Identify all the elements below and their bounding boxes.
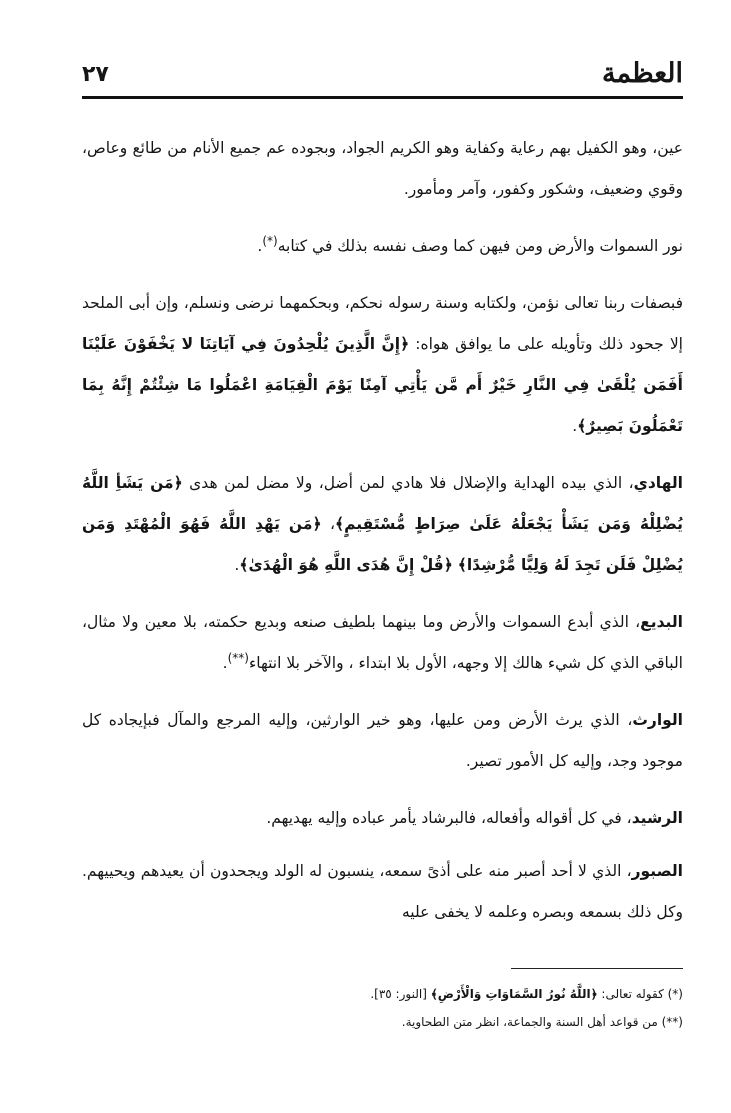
paragraph-end: . [234, 556, 240, 574]
paragraph-text: عين، وهو الكفيل بهم رعاية وكفاية وهو الكريم الجواد، وبجوده عم جميع الأنام من طائع وعاص، وقوي وضعيف، وشكور وكفور، وآمر ومأمور. [82, 139, 683, 198]
paragraph-end: . [257, 237, 263, 255]
footnote-separator [511, 968, 683, 969]
paragraph-ar-rashid [82, 798, 683, 839]
footnote-marker: (**) [227, 650, 249, 665]
divine-name-term: البديع [640, 613, 683, 631]
paragraph-text: ، الذي أبدع السموات والأرض وما بينهما بلطيف صنعه وبديع حكمته، بلا معين ولا مثال، الباقي الذي كل شيء هالك إلا وجهه، الأول بلا ابتداء ، والآخر بلا انتهاء [82, 613, 683, 672]
running-title: العظمة [602, 58, 683, 89]
paragraph-al-hadi [82, 463, 683, 586]
footnote-reference: [النور: ٣٥]. [370, 987, 431, 1001]
quran-verse: ﴿قُلْ إِنَّ هُدَى اللَّهِ هُوَ الْهُدَىٰ﴾ [239, 556, 453, 574]
paragraph-text: ، الذي بيده الهداية والإضلال فلا هادي لمن أضل، ولا مضل لمن هدى [182, 474, 634, 492]
quran-verse: ﴿إِنَّ الَّذِينَ يُلْحِدُونَ فِي آيَاتِنَا لا يَخْفَوْنَ عَلَيْنَا أَفَمَن يُلْقَىٰ فِي النَّارِ خَيْرٌ أَم مَّن يَأْتِي آمِنًا يَوْمَ الْقِيَامَةِ اعْمَلُوا مَا شِئْتُمْ إِنَّهُ بِمَا تَعْمَلُونَ بَصِيرٌ﴾ [82, 335, 683, 435]
main-text [82, 128, 683, 949]
paragraph-al-warith [82, 700, 683, 782]
paragraph-as-sabur [82, 851, 683, 933]
paragraph-light [82, 226, 683, 267]
paragraph-al-badi [82, 602, 683, 684]
quran-verse: ﴿مَن يَشَأِ اللَّهُ يُضْلِلْهُ وَمَن يَشَأْ يَجْعَلْهُ عَلَىٰ صِرَاطٍ مُّسْتَقِيمٍ﴾ [82, 474, 683, 533]
paragraph-end: . [222, 654, 228, 672]
quran-verse: ﴿مَن يَهْدِ اللَّهُ فَهُوَ الْمُهْتَدِ وَمَن يُضْلِلْ فَلَن تَجِدَ لَهُ وَلِيًّا مُّرْشِدًا﴾ [82, 515, 683, 574]
paragraph-text: فبصفات ربنا تعالى نؤمن، ولكتابه وسنة رسوله نحكم، وبحكمهما نرضى ونسلم، وإن أبى الملحد إلا جحود ذلك وتأويله على ما يوافق هواه: [82, 294, 683, 353]
footnote-1 [82, 980, 683, 1008]
footnote-text: كقوله تعالى: [597, 987, 668, 1001]
divine-name-term: الهادي [633, 474, 683, 492]
paragraph-text: ، الذي يرث الأرض ومن عليها، وهو خير الوارثين، وإليه المرجع والمآل فبإيجاده كل موجود وجد، وإليه كل الأمور تصير. [82, 711, 683, 770]
footnote-marker: (*) [262, 233, 278, 248]
paragraph-end: . [572, 417, 578, 435]
paragraph-text: ، في كل أقواله وأفعاله، فالبرشاد يأمر عباده وإليه يهديهم. [266, 809, 632, 827]
divine-name-term: الرشيد [631, 809, 683, 827]
paragraph-text: نور السموات والأرض ومن فيهن كما وصف نفسه بذلك في كتابه [277, 237, 683, 255]
paragraph-attributes [82, 283, 683, 447]
page-header [82, 50, 683, 102]
separator-text: ، [321, 515, 336, 533]
paragraph-text: ، الذي لا أحد أصبر منه على أذىً سمعه، ينسبون له الولد ويجحدون أن يعيدهم ويحييهم. وكل ذلك بسمعه وبصره وعلمه لا يخفى عليه [82, 862, 683, 921]
quran-verse: ﴿اللَّهُ نُورُ السَّمَاوَاتِ وَالْأَرْضِ﴾ [430, 987, 598, 1001]
page-number: ٢٧ [82, 62, 109, 87]
footnote-mark: (*) [667, 987, 683, 1001]
footnote-text: من قواعد أهل السنة والجماعة، انظر متن الطحاوية. [401, 1015, 662, 1029]
divine-name-term: الوارث [632, 711, 683, 729]
footnote-mark: (**) [661, 1015, 683, 1029]
header-rule [82, 96, 683, 99]
divine-name-term: الصبور [631, 862, 683, 880]
footnote-2 [82, 1008, 683, 1036]
paragraph-generosity [82, 128, 683, 210]
footnotes [82, 980, 683, 1036]
